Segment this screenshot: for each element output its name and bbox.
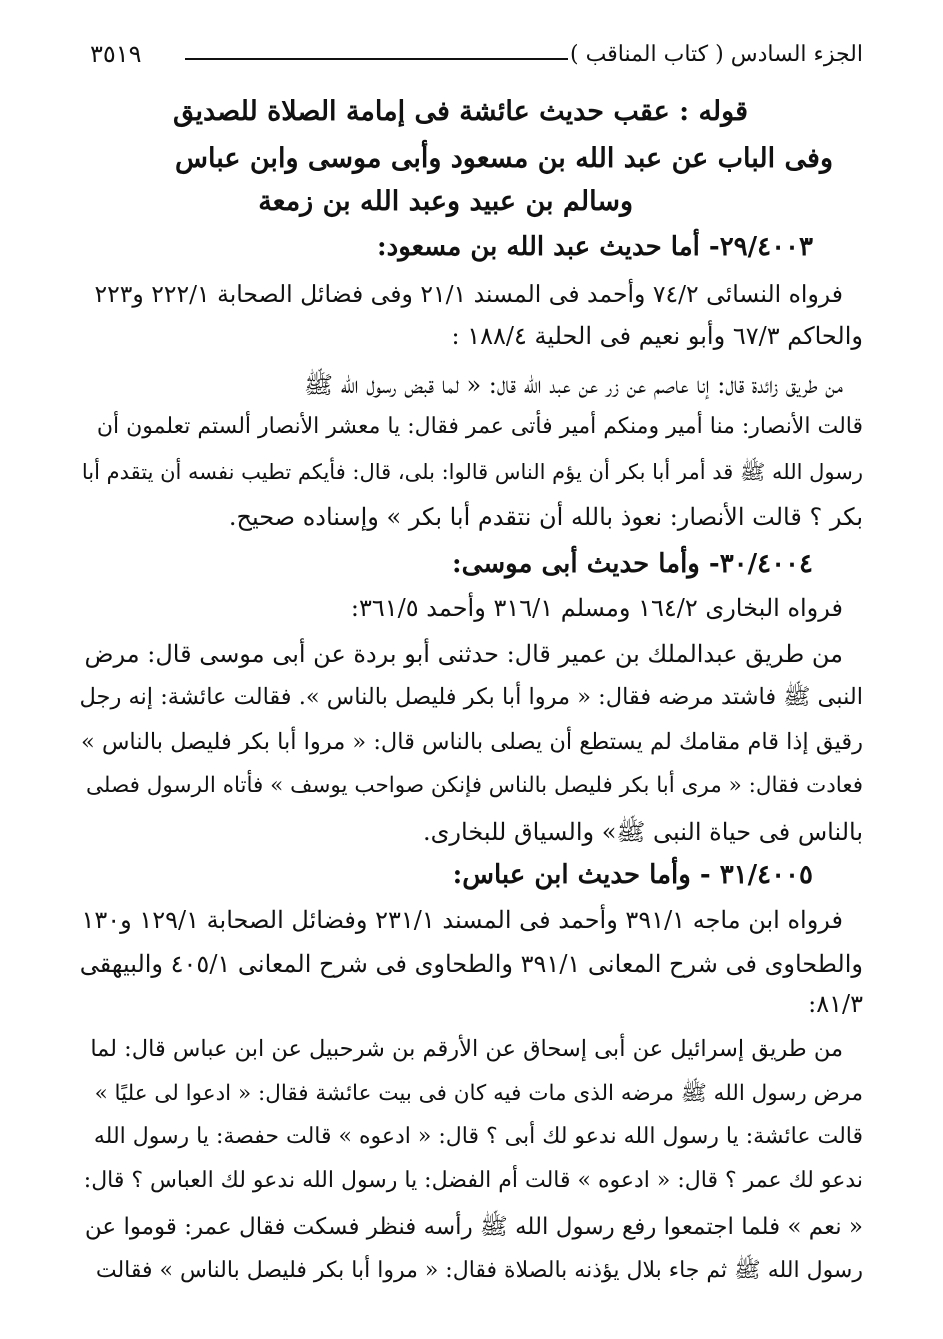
body-line: من طريق إسرائيل عن أبى إسحاق عن الأرقم بن شرحبيل عن ابن عباس قال: لما	[90, 1036, 843, 1062]
chapter-heading-line-2: وفى الباب عن عبد الله بن مسعود وأبى موسى وابن عباس	[175, 143, 833, 174]
body-line: والطحاوى فى شرح المعانى ٣٩١/١ والطحاوى فى شرح المعانى ٤٠٥/١ والبيهقى	[79, 950, 863, 978]
body-line: فعادت فقال: « مرى أبا بكر فليصل بالناس فإنكن صواحب يوسف » فأتاه الرسول فصلى	[85, 773, 863, 798]
chapter-heading-line-3: وسالم بن عبيد وعبد الله بن زمعة	[258, 186, 633, 217]
body-line: رقيق إذا قام مقامك لم يستطع أن يصلى بالناس قال: « مروا أبا بكر فليصل بالناس »	[81, 729, 863, 755]
body-line: رسول الله ﷺ قد أمر أبا بكر أن يؤم الناس قالوا: بلى، قال: فأيكم تطيب نفسه أن يتقدم أبا	[81, 460, 863, 484]
body-line: بالناس فى حياة النبى ﷺ» والسياق للبخارى.	[423, 818, 863, 846]
header-rule	[185, 58, 568, 60]
body-line: بكر ؟ قالت الأنصار: نعوذ بالله أن نتقدم أبا بكر » وإسناده صحيح.	[228, 503, 863, 531]
page-number: ٣٥١٩	[90, 40, 142, 68]
body-line: مرض رسول الله ﷺ مرضه الذى مات فيه كان فى بيت عائشة فقال: « ادعوا لى عليًا »	[94, 1081, 863, 1106]
body-line: قالت عائشة: يا رسول الله ندعو لك أبى ؟ قال: « ادعوه » قالت حفصة: يا رسول الله	[93, 1124, 863, 1149]
body-line: رسول الله ﷺ ثم جاء بلال يؤذنه بالصلاة فقال: « مروا أبا بكر فليصل بالناس » فقالت	[95, 1258, 863, 1283]
body-line: والحاكم ٦٧/٣ وأبو نعيم فى الحلية ١٨٨/٤ :	[451, 322, 863, 350]
body-line: فرواه النسائى ٧٤/٢ وأحمد فى المسند ٢١/١ وفى فضائل الصحابة ٢٢٢/١ و٢٢٣	[94, 280, 843, 308]
body-line: ٨١/٣:	[808, 990, 863, 1018]
chapter-heading-line-1: قوله : عقب حديث عائشة فى إمامة الصلاة للصديق	[172, 96, 748, 127]
body-line: من طريق زائدة قال: إنا عاصم عن زر عن عبد الله قال: « لما قبض رسول الله ﷺ	[304, 371, 843, 399]
section-title-4003: ٢٩/٤٠٠٣- أما حديث عبد الله بن مسعود:	[377, 232, 813, 262]
section-title-4004: ٣٠/٤٠٠٤- وأما حديث أبى موسى:	[452, 549, 813, 579]
body-line: من طريق عبدالملك بن عمير قال: حدثنى أبو بردة عن أبى موسى قال: مرض	[84, 640, 843, 668]
body-line: قالت الأنصار: منا أمير ومنكم أمير فأتى عمر فقال: يا معشر الأنصار ألستم تعلمون أن	[96, 414, 863, 439]
body-line: فرواه البخارى ١٦٤/٢ ومسلم ٣١٦/١ وأحمد ٣٦١/٥:	[350, 594, 843, 622]
body-line: النبى ﷺ فاشتد مرضه فقال: « مروا أبا بكر فليصل بالناس ». فقالت عائشة: إنه رجل	[79, 684, 863, 710]
section-title-4005: ٣١/٤٠٠٥ - وأما حديث ابن عباس:	[452, 860, 813, 890]
body-line: فرواه ابن ماجه ٣٩١/١ وأحمد فى المسند ٢٣١/١ وفضائل الصحابة ١٢٩/١ و١٣٠	[81, 906, 843, 934]
running-title: الجزء السادس ( كتاب المناقب )	[570, 42, 863, 67]
running-head	[90, 40, 863, 80]
body-line: ندعو لك عمر ؟ قال: « ادعوه » قالت أم الفضل: يا رسول الله ندعو لك العباس ؟ قال:	[83, 1168, 863, 1193]
body-line: « نعم » فلما اجتمعوا رفع رسول الله ﷺ رأسه فنظر فسكت فقال عمر: قوموا عن	[84, 1214, 863, 1240]
